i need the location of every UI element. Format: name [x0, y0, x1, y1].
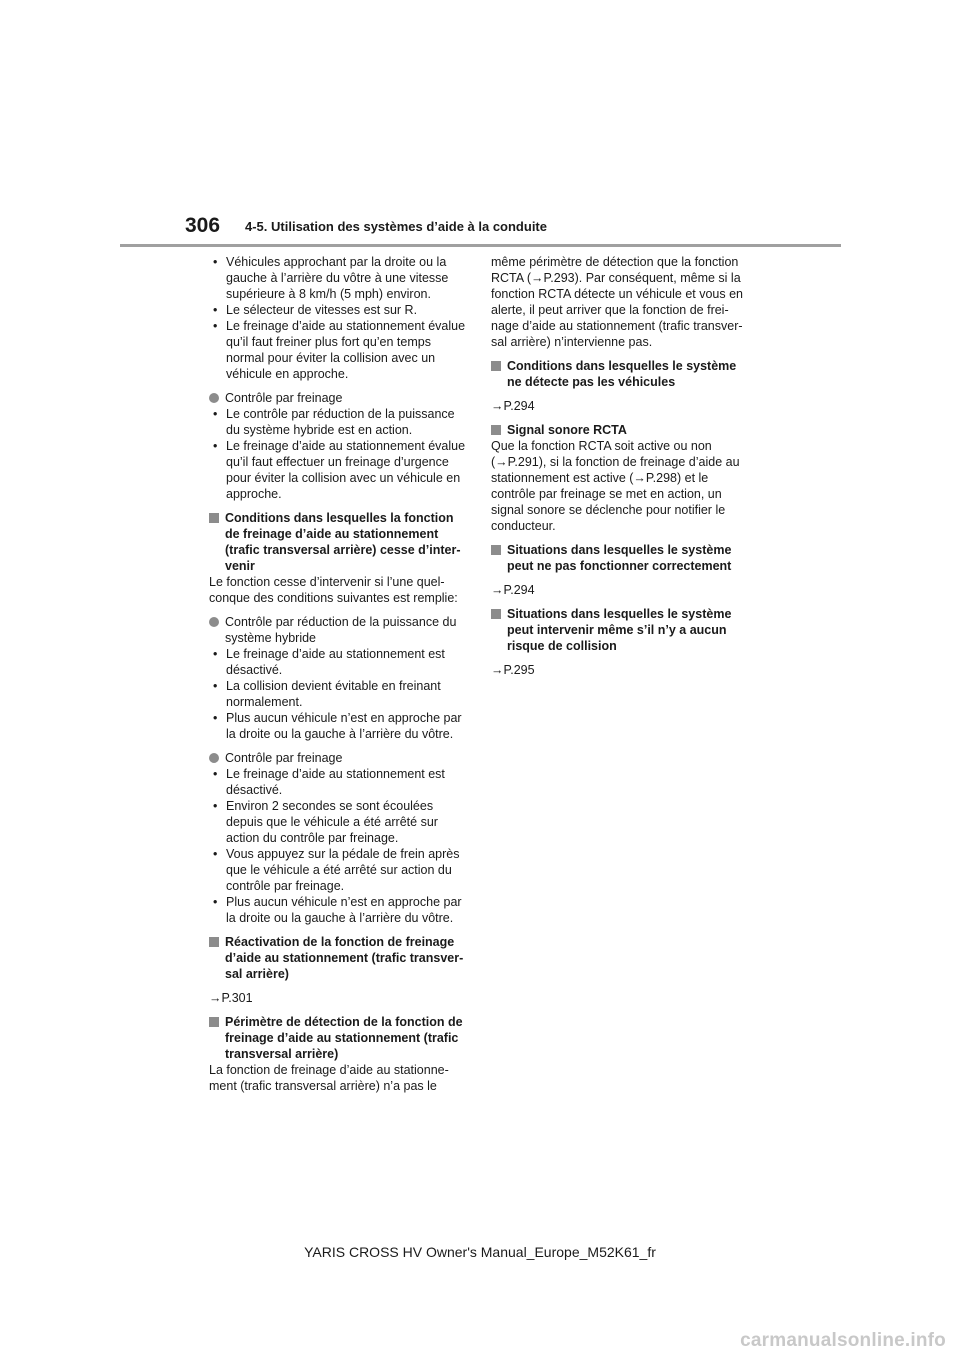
bullet-item: • La collision devient évitable en freinant normalement. — [209, 678, 467, 710]
bullet-item: • Le contrôle par réduction de la puissance du système hybride est en action. — [209, 406, 467, 438]
bullet-item: • Plus aucun véhicule n’est en approche par la droite ou la gauche à l’arrière du vôtre. — [209, 894, 467, 926]
section-heading — [491, 422, 749, 438]
bullet-item: • Le freinage d’aide au stationnement évalue qu’il faut freiner plus fort qu’en temps normal pour éviter la collision avec un véhicule en approche. — [209, 318, 467, 382]
section-heading-block — [209, 1014, 467, 1094]
section-heading-text: Signal sonore RCTA — [507, 423, 627, 437]
section-heading-block — [491, 606, 749, 654]
square-bullet-icon — [209, 937, 219, 947]
square-bullet-icon — [491, 545, 501, 555]
footer-text: YARIS CROSS HV Owner's Manual_Europe_M52K61_fr — [304, 1244, 656, 1260]
square-bullet-icon — [491, 425, 501, 435]
circle-heading-text: Contrôle par freinage — [225, 391, 343, 405]
section-heading — [209, 934, 467, 982]
page-reference: →P.294 — [491, 583, 535, 597]
square-bullet-icon — [491, 361, 501, 371]
page-reference: →P.295 — [491, 663, 535, 677]
paragraph: même périmètre de détection que la fonction RCTA (→P.293). Par conséquent, même si la fonction RCTA détecte un véhicule et vous en alerte, il peut arriver que la fonction de freinage d’aide au stationnement (trafic transversal arrière) n’intervienne pas. — [491, 255, 744, 349]
circle-bullet-icon — [209, 617, 219, 627]
paragraph: Le fonction cesse d’intervenir si l’une quelconque des conditions suivantes est remplie: — [209, 575, 458, 605]
section-heading — [491, 606, 749, 654]
watermark[interactable]: carmanualsonline.info — [740, 1330, 946, 1351]
circle-group — [209, 614, 467, 742]
section-heading-block — [209, 510, 467, 606]
bullet-item: • Véhicules approchant par la droite ou la gauche à l’arrière du vôtre à une vitesse supérieure à 8 km/h (5 mph) environ. — [209, 254, 467, 302]
square-bullet-icon — [209, 513, 219, 523]
left-column — [209, 254, 467, 1102]
header-rule — [120, 244, 841, 247]
bullet-item: • Le freinage d’aide au stationnement est désactivé. — [209, 766, 467, 798]
page-reference: →P.294 — [491, 399, 535, 413]
bullet-item: • Environ 2 secondes se sont écoulées depuis que le véhicule a été arrêté sur action du contrôle par freinage. — [209, 798, 467, 846]
bullet-group — [209, 254, 467, 382]
square-bullet-icon — [209, 1017, 219, 1027]
circle-group — [209, 750, 467, 926]
section-heading-text: Conditions dans lesquelles la fonction de freinage d’aide au stationnement (trafic transversal arrière) cesse d’intervenir — [225, 511, 461, 573]
section-heading-text: Situations dans lesquelles le système peut intervenir même s’il n’y a aucun risque de collision — [507, 607, 732, 653]
bullet-item: • Le freinage d’aide au stationnement évalue qu’il faut effectuer un freinage d’urgence pour éviter la collision avec un véhicule en approche. — [209, 438, 467, 502]
section-heading-block — [491, 422, 749, 534]
page-reference: →P.301 — [209, 991, 253, 1005]
section-heading-text: Situations dans lesquelles le système peut ne pas fonctionner correctement — [507, 543, 732, 573]
section-heading — [491, 358, 749, 390]
section-heading — [209, 510, 467, 574]
section-heading-text: Réactivation de la fonction de freinage d’aide au stationnement (trafic transversal arrière) — [225, 935, 464, 981]
circle-group — [209, 390, 467, 502]
section-title: 4-5. Utilisation des systèmes d’aide à la conduite — [245, 219, 547, 234]
circle-heading — [209, 614, 467, 646]
bullet-item: • Vous appuyez sur la pédale de frein après que le véhicule a été arrêté sur action du contrôle par freinage. — [209, 846, 467, 894]
section-heading — [209, 1014, 467, 1062]
bullet-item: • Le freinage d’aide au stationnement est désactivé. — [209, 646, 467, 678]
section-heading — [491, 542, 749, 574]
circle-bullet-icon — [209, 393, 219, 403]
paragraph: La fonction de freinage d’aide au stationnement (trafic transversal arrière) n’a pas le — [209, 1063, 449, 1093]
bullet-item: • Plus aucun véhicule n’est en approche par la droite ou la gauche à l’arrière du vôtre. — [209, 710, 467, 742]
circle-heading — [209, 750, 467, 766]
circle-heading-text: Contrôle par réduction de la puissance du système hybride — [225, 615, 457, 645]
section-heading-block — [209, 934, 467, 982]
section-heading-block — [491, 358, 749, 390]
section-heading-block — [491, 542, 749, 574]
section-heading-text: Conditions dans lesquelles le système ne détecte pas les véhicules — [507, 359, 737, 389]
right-column — [491, 254, 749, 686]
page-number: 306 — [185, 214, 221, 237]
square-bullet-icon — [491, 609, 501, 619]
circle-bullet-icon — [209, 753, 219, 763]
bullet-item: • Le sélecteur de vitesses est sur R. — [209, 302, 467, 318]
section-heading-text: Périmètre de détection de la fonction de freinage d’aide au stationnement (trafic transversal arrière) — [225, 1015, 463, 1061]
circle-heading — [209, 390, 467, 406]
paragraph: Que la fonction RCTA soit active ou non (→P.291), si la fonction de freinage d’aide au stationnement est active (→P.298) et le contrôle par freinage se met en action, un signal sonore se déclenche pour notifier le conducteur. — [491, 439, 740, 533]
circle-heading-text: Contrôle par freinage — [225, 751, 343, 765]
